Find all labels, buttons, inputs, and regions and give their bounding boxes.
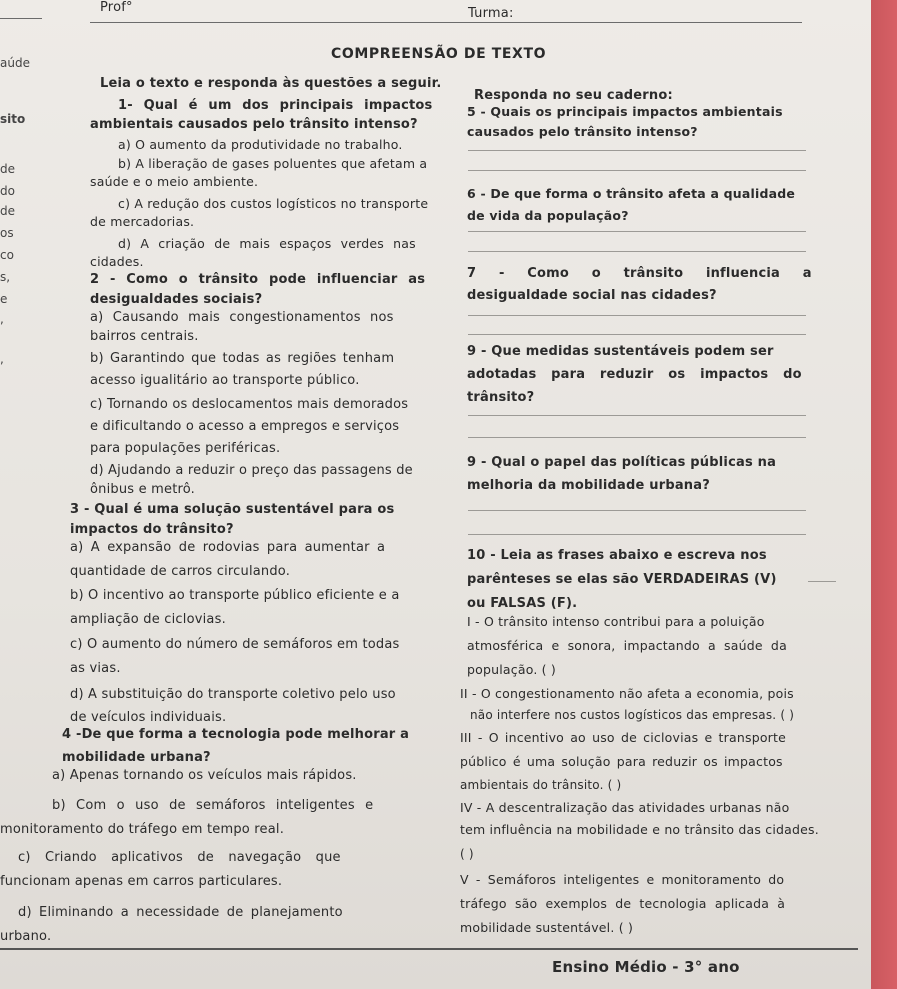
margin-fragment: e: [0, 292, 8, 306]
statement-3-line-1: III - O incentivo ao uso de ciclovias e transporte: [460, 730, 787, 745]
header-turma: Turma:: [468, 6, 514, 21]
margin-fragment: co: [0, 248, 14, 262]
question-9-sustainable-line-1: 9 - Que medidas sustentáveis podem ser: [467, 344, 774, 359]
margin-fragment: sito: [0, 112, 26, 126]
margin-fragment: aúde: [0, 56, 30, 70]
answer-line: [468, 334, 806, 335]
statement-3-line-2: público é uma solução para reduzir os impactos: [460, 754, 783, 769]
question-1-line-1: 1- Qual é um dos principais impactos: [118, 98, 433, 113]
question-10-line-2: parênteses se elas são VERDADEIRAS (V): [467, 572, 777, 587]
question-3-option-a-line-1: a) A expansão de rodovias para aumentar a: [70, 540, 386, 555]
question-7-line-1: 7 - Como o trânsito influencia a: [467, 266, 812, 281]
statement-5-line-3: mobilidade sustentável. ( ): [460, 920, 634, 935]
edge-line: [808, 581, 836, 582]
question-2-option-a-line-2: bairros centrais.: [90, 329, 199, 344]
statement-5-line-2: tráfego são exemplos de tecnologia aplicada à: [460, 896, 786, 911]
footer-grade: Ensino Médio - 3° ano: [552, 958, 740, 976]
question-6-line-1: 6 - De que forma o trânsito afeta a qualidade: [467, 186, 796, 201]
question-4-option-d-line-1: d) Eliminando a necessidade de planejamento: [18, 905, 343, 920]
question-4-option-c-line-1: c) Criando aplicativos de navegação que: [18, 850, 341, 865]
question-1-option-b-line-2: saúde e o meio ambiente.: [90, 174, 259, 189]
statement-2-line-2: não interfere nos custos logísticos das empresas. ( ): [470, 708, 795, 722]
question-1-option-d-line-1: d) A criação de mais espaços verdes nas: [118, 236, 416, 251]
question-1-line-2: ambientais causados pelo trânsito intenso?: [90, 117, 418, 132]
question-2-option-c-line-1: c) Tornando os deslocamentos mais demorados: [90, 397, 409, 412]
question-2-option-b-line-1: b) Garantindo que todas as regiões tenham: [90, 351, 395, 366]
statement-1-line-3: população. ( ): [467, 662, 557, 677]
margin-fragment: de: [0, 162, 15, 176]
margin-fragment: ,: [0, 352, 4, 366]
answer-line: [468, 170, 806, 171]
question-2-line-1: 2 - Como o trânsito pode influenciar as: [90, 272, 426, 287]
question-4-option-a: a) Apenas tornando os veículos mais rápidos.: [52, 768, 357, 783]
question-2-option-c-line-3: para populações periféricas.: [90, 441, 281, 456]
question-3-option-c-line-2: as vias.: [70, 661, 121, 676]
question-6-line-2: de vida da população?: [467, 208, 629, 223]
question-2-option-a-line-1: a) Causando mais congestionamentos nos: [90, 310, 394, 325]
answer-line: [468, 315, 806, 316]
statement-4-line-1: IV - A descentralização das atividades urbanas não: [460, 800, 790, 815]
margin-fragment: do: [0, 184, 15, 198]
answer-line: [468, 510, 806, 511]
question-3-option-d-line-2: de veículos individuais.: [70, 710, 227, 725]
background-red-strip: [871, 0, 897, 989]
question-4-option-b-line-2: monitoramento do tráfego em tempo real.: [0, 822, 285, 837]
answer-line: [468, 251, 806, 252]
question-1-option-a: a) O aumento da produtividade no trabalho.: [118, 137, 403, 152]
header-prof: Prof°: [100, 0, 133, 15]
question-2-option-c-line-2: e dificultando o acesso a empregos e serviços: [90, 419, 400, 434]
statement-4-line-3: ( ): [460, 847, 474, 861]
question-2-option-d-line-2: ônibus e metrô.: [90, 482, 196, 497]
answer-line: [468, 231, 806, 232]
question-4-option-b-line-1: b) Com o uso de semáforos inteligentes e: [52, 798, 374, 813]
question-5-line-1: 5 - Quais os principais impactos ambientais: [467, 104, 783, 119]
question-2-line-2: desigualdades sociais?: [90, 292, 263, 307]
instruction: Leia o texto e responda às questões a seguir.: [100, 76, 442, 91]
question-10-line-1: 10 - Leia as frases abaixo e escreva nos: [467, 548, 767, 563]
question-3-line-1: 3 - Qual é uma solução sustentável para os: [70, 502, 395, 517]
question-7-line-2: desigualdade social nas cidades?: [467, 288, 717, 303]
question-3-option-b-line-1: b) O incentivo ao transporte público eficiente e a: [70, 588, 400, 603]
question-2-option-d-line-1: d) Ajudando a reduzir o preço das passagens de: [90, 463, 413, 478]
question-1-option-b-line-1: b) A liberação de gases poluentes que afetam a: [118, 156, 428, 171]
answer-line: [468, 150, 806, 151]
question-3-option-b-line-2: ampliação de ciclovias.: [70, 612, 226, 627]
statement-4-line-2: tem influência na mobilidade e no trânsito das cidades.: [460, 822, 819, 837]
question-3-option-d-line-1: d) A substituição do transporte coletivo pelo uso: [70, 687, 396, 702]
answer-line: [468, 437, 806, 438]
statement-1-line-2: atmosférica e sonora, impactando a saúde da: [467, 638, 787, 653]
margin-fragment: de: [0, 204, 15, 218]
question-3-line-2: impactos do trânsito?: [70, 522, 234, 537]
question-1-option-c-line-2: de mercadorias.: [90, 214, 195, 229]
question-1-option-c-line-1: c) A redução dos custos logísticos no transporte: [118, 196, 429, 211]
answer-line: [468, 534, 806, 535]
header-line: [90, 22, 802, 23]
question-4-line-2: mobilidade urbana?: [62, 750, 211, 765]
answer-line: [468, 415, 806, 416]
question-4-option-d-line-2: urbano.: [0, 929, 52, 944]
margin-fragment: s,: [0, 270, 11, 284]
answer-note: Responda no seu caderno:: [474, 88, 673, 103]
statement-1-line-1: I - O trânsito intenso contribui para a poluição: [467, 614, 765, 629]
header-line-left: [0, 18, 42, 19]
statement-5-line-1: V - Semáforos inteligentes e monitoramento do: [460, 872, 785, 887]
statement-3-line-3: ambientais do trânsito. ( ): [460, 778, 622, 792]
question-4-option-c-line-2: funcionam apenas em carros particulares.: [0, 874, 283, 889]
question-10-line-3: ou FALSAS (F).: [467, 596, 578, 611]
question-9-sustainable-line-2: adotadas para reduzir os impactos do: [467, 367, 802, 382]
question-9-policies-line-2: melhoria da mobilidade urbana?: [467, 478, 710, 493]
question-5-line-2: causados pelo trânsito intenso?: [467, 124, 698, 139]
question-3-option-a-line-2: quantidade de carros circulando.: [70, 564, 291, 579]
question-2-option-b-line-2: acesso igualitário ao transporte público.: [90, 373, 360, 388]
question-9-sustainable-line-3: trânsito?: [467, 390, 535, 405]
question-1-option-d-line-2: cidades.: [90, 254, 144, 269]
statement-2-line-1: II - O congestionamento não afeta a economia, pois: [460, 686, 794, 701]
margin-fragment: os: [0, 226, 14, 240]
footer-line: [0, 948, 858, 950]
question-9-policies-line-1: 9 - Qual o papel das políticas públicas na: [467, 455, 777, 470]
question-3-option-c-line-1: c) O aumento do número de semáforos em todas: [70, 637, 400, 652]
margin-fragment: ,: [0, 312, 4, 326]
page-title: COMPREENSÃO DE TEXTO: [331, 46, 547, 62]
question-4-line-1: 4 -De que forma a tecnologia pode melhorar a: [62, 727, 410, 742]
